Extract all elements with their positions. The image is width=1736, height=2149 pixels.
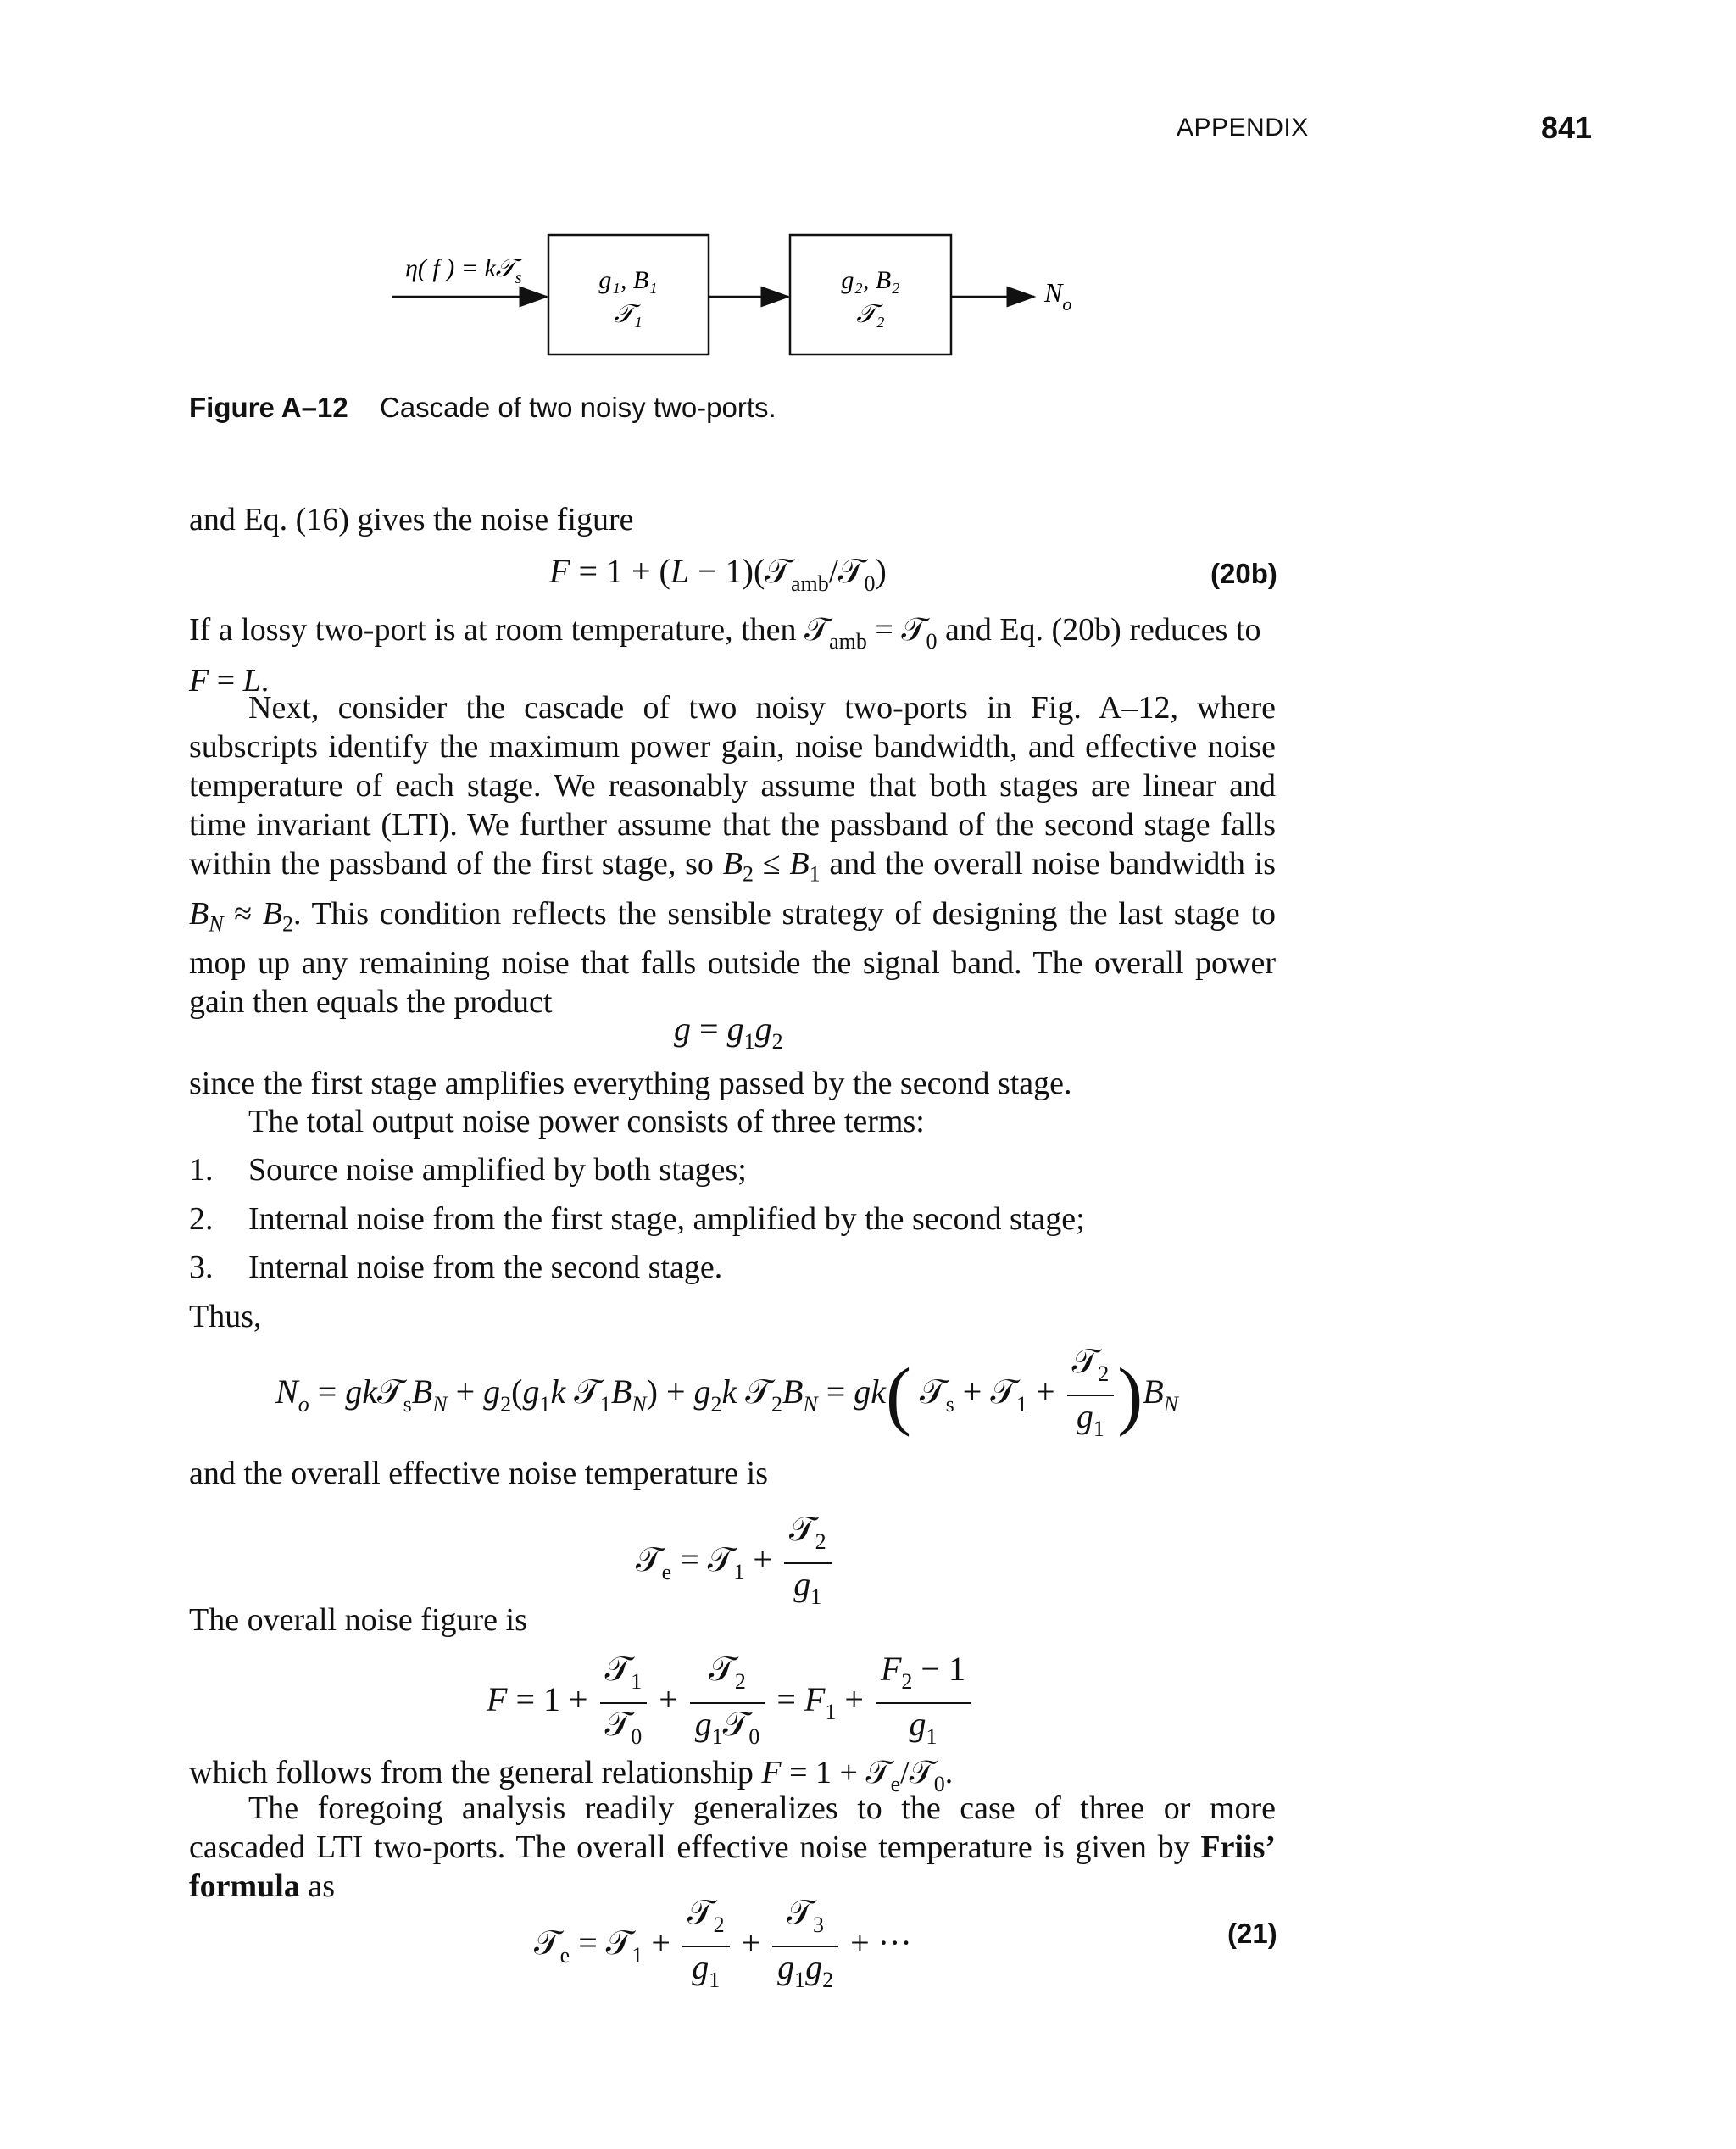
equation-total-gain: $g = g_1g_2$ xyxy=(674,1010,783,1054)
equation-number-21: (21) xyxy=(1227,1918,1277,1949)
equation-noise-figure: F = 1 + $\frac{𝒯_1}{𝒯_0}$ + $\frac{𝒯_2}{g_1𝒯_0}$ = $F_1$ + $\frac{F_2 - 1}{g_1}$ xyxy=(487,1649,974,1757)
stage2-temp: 𝒯₂ xyxy=(856,300,885,328)
stage2-block xyxy=(790,235,951,354)
paragraph-thus: Thus, xyxy=(189,1299,262,1334)
output-label: $N_o$ xyxy=(1044,277,1072,315)
page-number: 841 xyxy=(1541,110,1593,145)
equation-effective-temp: 𝒯$_e$ = 𝒯$_1$ + $\frac{𝒯_2}{g_1}$ xyxy=(636,1509,835,1617)
list-item: 2. Internal noise from the first stage, amplified by the second stage; xyxy=(189,1201,1085,1237)
equation-20b: F = 1 + (L − 1)(𝒯$_{amb}$/𝒯$_0$) xyxy=(549,552,887,596)
paragraph-first-stage: since the first stage amplifies everything passed by the second stage. xyxy=(189,1066,1072,1101)
paragraph-three-terms: The total output noise power consists of three terms: xyxy=(248,1104,925,1139)
cascade-diagram xyxy=(373,229,1136,373)
equation-output-noise: $N_o$ = $gk𝒯_sB_N + g_2(g_1k$ $𝒯_1B_N) + g_2k$ $𝒯_2B_N = gk$( 𝒯$_s$ + 𝒯$_1$ + $\frac{𝒯_2}{g_1}$ )$B_N$ xyxy=(275,1342,1178,1441)
paragraph-effective-temp: and the overall effective noise temperature is xyxy=(189,1456,768,1491)
paragraph-lossy: If a lossy two-port is at room temperature, then 𝒯$_{amb}$ = 𝒯$_0$ and Eq. (20b) reduces to F = L. xyxy=(189,612,1261,699)
input-label: η( f ) = k𝒯$_s$ xyxy=(405,254,522,287)
running-title: APPENDIX xyxy=(1177,114,1309,142)
stage1-block xyxy=(548,235,709,354)
paragraph-friis: The foregoing analysis readily generalizes to the case of three or more cascaded LTI two-ports. The overall effective noise temperature is given by Friis’ formula as xyxy=(189,1790,1277,1904)
figure-caption: Cascade of two noisy two-ports. xyxy=(380,392,776,423)
paragraph-noise-figure: The overall noise figure is xyxy=(189,1602,527,1638)
paragraph-cascade: Next, consider the cascade of two noisy two-ports in Fig. A–12, where subscripts identify the maximum power gain, noise bandwidth, and effective noise temperature of each stage. We reasonably assume that both stages are linear and time invariant (LTI). We further assume that the passband of the second stage falls within the passband of the first stage, so $B_2 \le B_1$ and the overall noise bandwidth is $B_N \approx B_2$. This condition reflects the sensible strategy of designing the last stage to mop up any remaining noise that falls outside the signal band. The overall power gain then equals the product xyxy=(189,690,1276,1021)
list-item: 1. Source noise amplified by both stages; xyxy=(189,1152,747,1188)
stage1-gain-bw: g₁, B₁ xyxy=(598,266,658,294)
paragraph-general-relationship: which follows from the general relationship F = 1 + 𝒯$_e$/𝒯$_0$. xyxy=(189,1755,954,1796)
stage1-temp: 𝒯₁ xyxy=(614,300,643,328)
paragraph-eq16: and Eq. (16) gives the noise figure xyxy=(189,502,634,537)
equation-21: 𝒯$_e$ = 𝒯$_1$ + $\frac{𝒯_2}{g_1}$ + $\frac{𝒯_3}{g_1g_2}$ + ··· xyxy=(534,1893,912,1992)
equation-number-20b: (20b) xyxy=(1210,558,1277,589)
list-item: 3. Internal noise from the second stage. xyxy=(189,1250,723,1285)
stage2-gain-bw: g₂, B₂ xyxy=(841,266,900,294)
figure-label: Figure A–12 xyxy=(189,392,348,423)
